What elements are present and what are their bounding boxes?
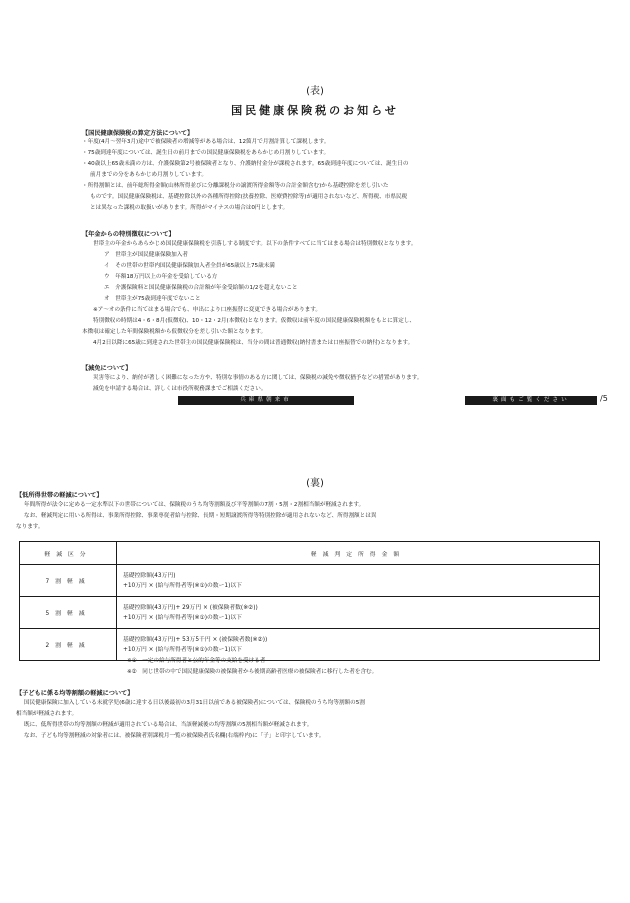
reduction-table [19,541,600,661]
children-line: 国民健康保険に加入している未就学児(6歳に達する日以後最初の3月31日以前である被保険者)については、保険税のうち均等割額の5割 [24,700,365,706]
section-heading-pension: 【年金からの特別徴収について】 [82,231,175,238]
pension-intro: 世帯主の年金からあらかじめ国民健康保険税を引落しする制度です。以下の条件すべてに当てはまる場合は特別徴収となります。 [93,241,417,247]
low-income-line: なお、軽減判定に用いる所得は、事業所得控除、事業専従者給与控除、長期・短期譲渡所得等特別控除が適用されないなど、所得割額とは異 [24,513,377,519]
footer-see-back-bar: 裏面もご覧ください [465,396,597,405]
pension-condition: エ 介護保険料と国民健康保険税の合計額が年金受給額の1/2を超えないこと [104,285,298,291]
pension-condition: ウ 年額18万円以上の年金を受給している方 [104,274,218,280]
row-label: 5割軽減 [20,597,117,629]
table-row [20,629,600,661]
pension-condition: ア 世帯主が国民健康保険加入者 [104,252,188,258]
section-heading-low-income: 【低所得世帯の軽減について】 [16,492,103,499]
calc-line: ・所得割額とは、前年総所得金額(山林所得並びに分離課税分の譲渡所得金額等の合計金額含む)から基礎控除を差し引いた [82,183,389,189]
formula-line: 基礎控除額(43万円) [123,572,176,579]
low-income-line: 年間所得が法令に定める一定水準以下の世帯については、保険税のうち均等割額及び平等割額の7割・5割・2割相当額が軽減されます。 [24,502,365,508]
table-row [20,565,600,597]
table-note: ※① 一定の給与所得者と公的年金等の支給を受ける者 [127,658,266,664]
children-line: なお、子ども均等割軽減の対象者には、被保険者別課税月一覧の被保険者氏名欄(右端枠内)に「子」と印字しています。 [24,733,325,739]
pension-condition: オ 世帯主が75歳到達年度でないこと [104,296,201,302]
formula-line: +10万円 × (給与所得者等(※①)の数ー1)以下 [123,614,242,621]
formula-line: +10万円 × (給与所得者等(※①)の数ー1)以下 [123,582,242,589]
table-header-row [20,542,600,565]
formula-line: +10万円 × (給与所得者等(※①)の数ー1)以下 [123,646,242,653]
calc-line: 前月までの分をあらかじめ月割りしています。 [90,172,208,178]
children-line: 相当額が軽減されます。 [16,711,78,717]
formula-line: 基礎控除額(43万円)+ 29万円 × (被保険者数(※②)) [123,604,258,611]
table-row [20,597,600,629]
pension-condition: イ その世帯の世帯内国民健康保険加入者全員が65歳以上75歳未満 [104,263,275,269]
footer-city-bar: 兵庫県朝来市 [178,396,354,405]
row-formula [117,565,600,597]
calc-line: ものです。国民健康保険税は、基礎控除以外の各種所得控除(扶養控除、医療費控除等)が適用されないなど、所得税、市県民税 [90,194,408,200]
row-label: 7割軽減 [20,565,117,597]
row-label: 2割軽減 [20,629,117,661]
calc-line: ・年度(4月～翌年3月)途中で被保険者の増減等がある場合は、12箇月で月割計算して課税します。 [82,139,330,145]
back-side-label: (裏) [306,478,324,489]
reduction-line: 減免を申請する場合は、詳しくは市役所税務課までご相談ください。 [93,386,267,392]
section-heading-children: 【子どもに係る均等割額の軽減について】 [16,690,134,697]
pension-note: 特別徴収の時期は4・6・8月(仮徴収)、10・12・2月(本徴収)となります。仮徴収は前年度の国民健康保険税額をもとに算定し、 [93,318,416,324]
reduction-line: 災害等により、納付が著しく困難になった方や、特別な事情のある方に関しては、保険税の減免や徴収猶予などの措置があります。 [93,375,423,381]
section-heading-calculation: 【国民健康保険税の算定方法について】 [82,130,194,137]
page-title: 国民健康保険税のお知らせ [231,104,399,117]
calc-line: ・75歳到達年度については、誕生日の前月までの国民健康保険税をあらかじめ月割りしています。 [82,150,330,156]
table-header-category: 軽減区分 [20,542,117,565]
section-heading-reduction: 【減免について】 [82,365,132,372]
children-line: 既に、低所得世帯の均等割額の軽減が適用されている場合は、当該軽減後の均等割額の5割相当額が軽減されます。 [24,722,313,728]
footer-page-number: /5 [600,394,608,403]
low-income-line: なります。 [16,524,44,530]
formula-line: 基礎控除額(43万円)+ 53万5千円 × (被保険者数(※②)) [123,636,268,643]
pension-note: ※ア～オの条件に当てはまる場合でも、申出により口座振替に変更できる場合があります。 [93,307,321,313]
row-formula [117,597,600,629]
table-note: ※② 同じ世帯の中で国民健康保険の被保険者から後期高齢者医療の被保険者に移行した者を含む。 [127,669,378,675]
pension-note: 4月2日以降に65歳に到達された世帯主の国民健康保険税は、当分の間は普通徴収(納付書または口座振替での納付)となります。 [93,340,414,346]
pension-note: 本徴収は確定した年間保険税額から仮徴収分を差し引いた額となります。 [82,329,267,335]
table-header-amount: 軽減判定所得金額 [117,542,600,565]
calc-line: ・40歳以上65歳未満の方は、介護保険第2号被保険者となり、介護納付金分が課税されます。65歳到達年度については、誕生日の [82,161,409,167]
calc-line: とは異なった課税の取扱いがあります。所得がマイナスの場合は0円とします。 [90,205,289,211]
front-side-label: (表) [306,86,324,97]
